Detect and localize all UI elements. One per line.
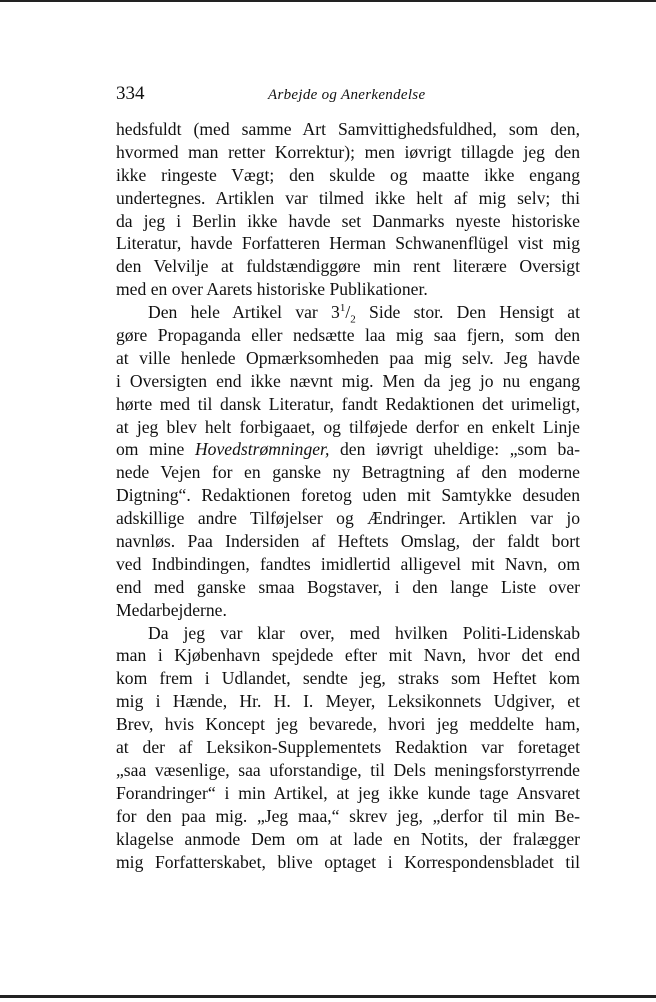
text-line: Medarbejderne. — [116, 599, 227, 620]
fraction-numerator: 1 — [339, 302, 346, 315]
text-line: kom frem i Udlandet, sendte jeg, straks som Heftet kom — [116, 668, 580, 689]
text-line: gøre Propaganda eller nedsætte laa mig saa fjern, som den — [116, 325, 580, 346]
text-fragment: om mine — [116, 439, 195, 460]
text-fragment: den iøvrigt uheldige: „som ba- — [329, 439, 580, 460]
text-line: med en over Aarets historiske Publikationer. — [116, 279, 428, 300]
text-line: Da jeg var klar over, med hvilken Politi-Lidenskab — [148, 622, 580, 643]
fraction-slash: / — [345, 302, 351, 323]
text-line: hvormed man retter Korrektur); men iøvrigt tillagde jeg den — [116, 141, 580, 162]
bottom-border-rule — [0, 995, 656, 998]
text-line: at jeg blev helt forbigaaet, og tilføjede derfor en enkelt Linje — [116, 416, 580, 437]
top-border-rule — [0, 0, 656, 2]
text-line: end med ganske smaa Bogstaver, i den lange Liste over — [116, 576, 580, 597]
running-title: Arbejde og Anerkendelse — [268, 87, 426, 103]
body-text — [116, 118, 580, 873]
text-line: at der af Leksikon-Supplementets Redaktion var foretaget — [116, 737, 580, 758]
text-line: mig Forfatterskabet, blive optaget i Korrespondensbladet til — [116, 851, 580, 872]
text-line: i Oversigten end ikke nævnt mig. Men da jeg jo nu engang — [116, 370, 580, 391]
text-line: klagelse anmode Dem om at lade en Notits, der fralægger — [116, 828, 580, 849]
text-line: nede Vejen for en ganske ny Betragtning af den moderne — [116, 462, 580, 483]
text-line: mig i Hænde, Hr. H. I. Meyer, Leksikonnets Udgiver, et — [116, 691, 580, 712]
text-line: Literatur, havde Forfatteren Herman Schwanenflügel vist mig — [116, 233, 580, 254]
text-line — [116, 301, 580, 324]
text-line: Digtning“. Redaktionen foretog uden mit Samtykke desuden — [116, 485, 580, 506]
text-line: den Velvilje at fuldstændiggøre min rent literære Oversigt — [116, 256, 580, 277]
text-fragment: Side stor. Den Hensigt at — [355, 302, 580, 323]
text-line: at ville henlede Opmærksomheden paa mig selv. Jeg havde — [116, 347, 580, 368]
fraction-denominator: 2 — [350, 313, 356, 326]
text-line: for den paa mig. „Jeg maa,“ skrev jeg, „derfor til min Be- — [116, 805, 580, 826]
text-line: ved Indbindingen, fandtes imidlertid alligevel mit Navn, om — [116, 553, 580, 574]
text-line: Forandringer“ i min Artikel, at jeg ikke kunde tage Ansvaret — [116, 782, 580, 803]
text-line: navnløs. Paa Indersiden af Heftets Omslag, der faldt bort — [116, 531, 580, 552]
text-line: undertegnes. Artiklen var tilmed ikke helt af mig selv; thi — [116, 187, 580, 208]
text-fragment: Den hele Artikel var 3 — [148, 302, 340, 323]
text-line: adskillige andre Tilføjelser og Ændringer. Artiklen var jo — [116, 508, 580, 529]
page-header — [116, 82, 580, 108]
text-line: ikke ringeste Vægt; den skulde og maatte ikke engang — [116, 164, 580, 185]
text-line: hedsfuldt (med samme Art Samvittighedsfuldhed, som den, — [116, 119, 580, 139]
text-line: Brev, hvis Koncept jeg bevarede, hvori jeg meddelte ham, — [116, 714, 580, 735]
text-line: hørte med til dansk Literatur, fandt Redaktionen det urimeligt, — [116, 393, 580, 414]
text-line: da jeg i Berlin ikke havde set Danmarks nyeste historiske — [116, 210, 580, 231]
text-line: „saa væsenlige, saa uforstandige, til Dels meningsforstyrrende — [116, 759, 580, 780]
book-title-italic: Hovedstrømninger, — [194, 439, 330, 460]
page-number: 334 — [116, 83, 145, 104]
text-line — [116, 438, 580, 461]
text-line: man i Kjøbenhavn spejdede efter mit Navn, hvor det end — [116, 645, 580, 666]
